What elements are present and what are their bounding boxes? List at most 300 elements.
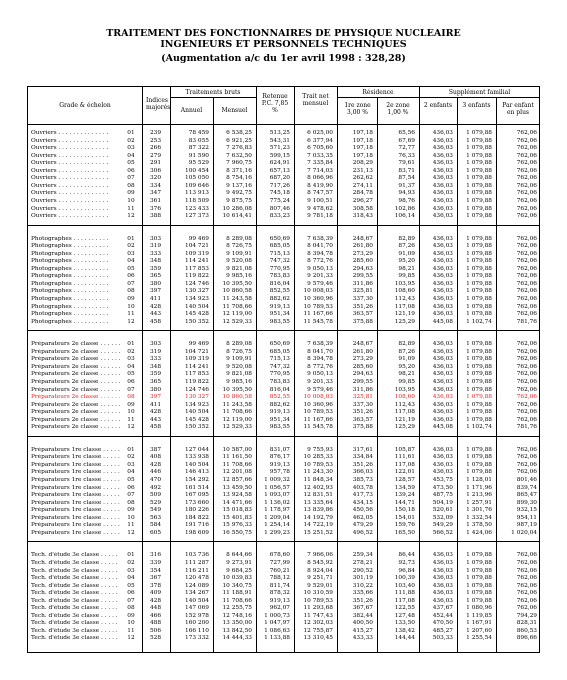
table-row xyxy=(28,409,539,416)
net: 12 302,03 xyxy=(303,620,333,627)
enf2: 436,03 xyxy=(432,394,453,401)
retenue: 685,05 xyxy=(269,243,290,250)
row-label: Préparateurs 1re classe . . . . . xyxy=(31,499,120,506)
mensuel: 11 708,66 xyxy=(222,303,252,310)
annuel: 120 478 xyxy=(185,575,209,582)
zone1: 450,56 xyxy=(352,507,373,514)
enf2: 532,09 xyxy=(432,514,453,521)
enfplus: 762,06 xyxy=(516,552,537,559)
row-label: Préparateurs 1re classe . . . . . xyxy=(31,507,120,514)
indice: 492 xyxy=(149,484,162,491)
net: 7 966,06 xyxy=(307,552,333,559)
zone2: 125,29 xyxy=(394,424,415,431)
annuel: 113 913 xyxy=(185,190,209,197)
mensuel: 6 921,25 xyxy=(226,137,252,144)
retenue: 727,99 xyxy=(269,559,290,566)
mensuel: 9 273,91 xyxy=(226,559,252,566)
enf3: 1 207,60 xyxy=(466,627,492,634)
zone1: 434,15 xyxy=(352,499,373,506)
zone1: 415,27 xyxy=(352,627,373,634)
indice: 365 xyxy=(149,273,162,280)
zone1: 496,52 xyxy=(352,529,373,536)
enfplus: 801,46 xyxy=(516,477,537,483)
enfplus: 762,06 xyxy=(516,386,537,393)
enf2: 520,61 xyxy=(432,507,453,514)
indice: 319 xyxy=(149,348,162,355)
zone2: 159,76 xyxy=(394,522,415,529)
mensuel: 12 857,66 xyxy=(222,477,252,483)
row-echelon: 02 xyxy=(127,243,135,250)
enf2: 436,03 xyxy=(432,454,453,461)
enf3: 1 079,88 xyxy=(466,552,492,559)
zone2: 103,40 xyxy=(394,582,415,589)
table-row xyxy=(28,153,539,160)
row-label: Photographes . . . . . . . . . . xyxy=(31,311,109,318)
enf2: 436,03 xyxy=(432,175,453,182)
annuel: 145 428 xyxy=(185,416,209,423)
row-label: Ouvriers . . . . . . . . . . . . . . xyxy=(31,213,109,220)
table-row xyxy=(28,304,539,311)
indice: 458 xyxy=(149,318,162,325)
annuel: 152 978 xyxy=(185,612,209,619)
retenue: 1 093,07 xyxy=(264,492,290,499)
enfplus: 762,06 xyxy=(516,296,537,302)
row-label: Photographes . . . . . . . . . . xyxy=(31,265,109,272)
enfplus: 762,06 xyxy=(516,469,537,476)
table-row xyxy=(28,356,539,363)
enf2: 436,03 xyxy=(432,265,453,272)
enf2: 436,03 xyxy=(432,243,453,250)
zone2: 91,09 xyxy=(398,356,415,363)
enf3: 1 079,88 xyxy=(466,160,492,167)
enfplus: 762,06 xyxy=(516,197,537,204)
mensuel: 12 748,16 xyxy=(222,612,252,619)
annuel: 130 327 xyxy=(185,288,209,295)
enf3: 1 079,88 xyxy=(466,273,492,280)
retenue: 657,13 xyxy=(269,167,290,174)
table-row xyxy=(28,243,539,250)
enf2: 436,03 xyxy=(432,386,453,393)
enf2: 436,03 xyxy=(432,296,453,302)
mensuel: 9 520,08 xyxy=(226,258,252,265)
mensuel: 10 860,58 xyxy=(222,394,252,401)
enfplus: 781,76 xyxy=(516,318,537,325)
row-echelon: 03 xyxy=(127,250,135,257)
enf3: 1 102,74 xyxy=(466,424,492,431)
enf2: 436,03 xyxy=(432,356,453,363)
row-label: Ouvriers . . . . . . . . . . . . . . xyxy=(31,205,109,212)
zone1: 367,67 xyxy=(352,605,373,612)
retenue: 1 254,14 xyxy=(264,522,290,529)
enf3: 1 079,88 xyxy=(466,356,492,363)
row-echelon: 12 xyxy=(127,213,135,220)
table-row xyxy=(28,183,539,190)
annuel: 78 459 xyxy=(188,130,209,136)
header-enf2: 2 enfants xyxy=(423,102,453,109)
enf2: 436,03 xyxy=(432,235,453,242)
zone2: 122,55 xyxy=(394,605,415,612)
retenue: 685,05 xyxy=(269,348,290,355)
retenue: 745,18 xyxy=(269,190,290,197)
row-echelon: 07 xyxy=(127,386,135,393)
indice: 319 xyxy=(149,243,162,250)
zone2: 106,14 xyxy=(394,213,415,220)
indice: 365 xyxy=(149,378,162,385)
enf3: 1 079,88 xyxy=(466,363,492,370)
retenue: 957,78 xyxy=(269,469,290,476)
mensuel: 11 243,58 xyxy=(222,401,252,408)
retenue: 811,74 xyxy=(269,582,290,589)
zone1: 351,26 xyxy=(352,597,373,604)
net: 7 033,35 xyxy=(307,152,333,159)
annuel: 160 200 xyxy=(185,620,209,627)
enf2: 473,50 xyxy=(432,484,453,491)
zone2: 65,56 xyxy=(398,130,415,136)
retenue: 816,04 xyxy=(269,280,290,287)
row-label: Tech. d'étude 3e classe . . . . . xyxy=(31,620,118,627)
annuel: 140 504 xyxy=(185,303,209,310)
retenue: 1 047,97 xyxy=(264,620,290,627)
row-echelon: 11 xyxy=(127,205,135,212)
enfplus: 762,06 xyxy=(516,590,537,597)
table-row xyxy=(28,620,539,627)
zone1: 366,03 xyxy=(352,469,373,476)
mensuel: 13 924,58 xyxy=(222,492,252,499)
enf3: 1 079,88 xyxy=(466,175,492,182)
row-label: Préparateurs 2e classe . . . . . . xyxy=(31,371,121,378)
enfplus: 762,06 xyxy=(516,182,537,189)
enf2: 436,03 xyxy=(432,137,453,144)
table-row xyxy=(28,628,539,635)
zone2: 111,88 xyxy=(394,590,415,597)
table-row xyxy=(28,371,539,378)
row-echelon: 09 xyxy=(127,296,135,302)
header-mensuel: Mensuel xyxy=(221,107,248,114)
mensuel: 9 875,75 xyxy=(226,197,252,204)
annuel: 150 352 xyxy=(185,424,209,431)
zone1: 311,86 xyxy=(352,386,373,393)
annuel: 134 923 xyxy=(185,296,209,302)
annuel: 180 226 xyxy=(185,507,209,514)
mensuel: 9 985,16 xyxy=(226,273,252,280)
table-row xyxy=(28,462,539,469)
zone2: 95,20 xyxy=(398,363,415,370)
zone1: 308,58 xyxy=(352,205,373,212)
enfplus: 762,06 xyxy=(516,205,537,212)
enf3: 1 079,88 xyxy=(466,205,492,212)
enf2: 436,03 xyxy=(432,363,453,370)
enfplus: 762,06 xyxy=(516,130,537,136)
enf3: 1 079,88 xyxy=(466,575,492,582)
enf2: 566,52 xyxy=(432,529,453,536)
header-retenue: Retenue P.C. 7,85 % xyxy=(261,93,289,114)
annuel: 173 660 xyxy=(185,499,209,506)
enfplus: 762,06 xyxy=(516,303,537,310)
row-echelon: 03 xyxy=(127,145,135,152)
net: 11 848,34 xyxy=(303,477,333,483)
row-echelon: 10 xyxy=(127,620,135,627)
zone2: 99,85 xyxy=(398,378,415,385)
row-label: Tech. d'étude 3e classe . . . . . xyxy=(31,575,118,582)
enf2: 436,03 xyxy=(432,341,453,348)
row-label: Tech. d'étude 3e classe . . . . . xyxy=(31,627,118,634)
net: 14 192,79 xyxy=(303,514,333,521)
enf3: 1 079,88 xyxy=(466,371,492,378)
row-label: Préparateurs 1re classe . . . . . xyxy=(31,529,120,536)
zone2: 133,50 xyxy=(394,620,415,627)
indice: 428 xyxy=(149,409,162,416)
enfplus: 762,06 xyxy=(516,371,537,378)
net: 11 545,78 xyxy=(303,318,333,325)
zone1: 337,30 xyxy=(352,401,373,408)
annuel: 133 938 xyxy=(185,454,209,461)
row-echelon: 05 xyxy=(127,477,135,483)
zone1: 400,50 xyxy=(352,620,373,627)
group-separator xyxy=(28,225,539,226)
row-label: Préparateurs 1re classe . . . . . xyxy=(31,469,120,476)
enfplus: 762,06 xyxy=(516,175,537,182)
row-label: Photographes . . . . . . . . . . xyxy=(31,318,109,325)
net: 8 747,57 xyxy=(307,190,333,197)
mensuel: 9 109,91 xyxy=(226,250,252,257)
enf3: 1 079,88 xyxy=(466,454,492,461)
enf2: 485,27 xyxy=(432,627,453,634)
row-label: Préparateurs 2e classe . . . . . . xyxy=(31,409,121,416)
zone1: 197,18 xyxy=(352,130,373,136)
annuel: 124 746 xyxy=(185,386,209,393)
zone1: 285,60 xyxy=(352,363,373,370)
retenue: 919,13 xyxy=(269,303,290,310)
enf3: 1 079,88 xyxy=(466,296,492,302)
row-label: Préparateurs 1re classe . . . . . xyxy=(31,461,120,468)
row-label: Tech. d'étude 3e classe . . . . . xyxy=(31,567,118,574)
row-echelon: 07 xyxy=(127,280,135,287)
table-row xyxy=(28,598,539,605)
enf2: 436,03 xyxy=(432,160,453,167)
zone1: 433,33 xyxy=(352,635,373,642)
indice: 428 xyxy=(149,597,162,604)
row-echelon: 09 xyxy=(127,612,135,619)
enfplus: 762,06 xyxy=(516,378,537,385)
table-row xyxy=(28,635,539,642)
annuel: 83 055 xyxy=(188,137,209,144)
enf3: 1 167,91 xyxy=(466,620,492,627)
row-label: Préparateurs 1re classe . . . . . xyxy=(31,454,120,461)
row-label: Préparateurs 1re classe . . . . . xyxy=(31,477,120,483)
retenue: 878,32 xyxy=(269,590,290,597)
net: 8 772,76 xyxy=(307,258,333,265)
retenue: 951,34 xyxy=(269,416,290,423)
enfplus: 896,66 xyxy=(516,635,537,642)
indice: 605 xyxy=(149,529,162,536)
enf2: 436,03 xyxy=(432,152,453,159)
annuel: 191 716 xyxy=(185,522,209,529)
row-echelon: 11 xyxy=(127,627,135,634)
zone1: 296,27 xyxy=(352,197,373,204)
annuel: 119 822 xyxy=(185,378,209,385)
row-echelon: 12 xyxy=(127,424,135,431)
indice: 361 xyxy=(149,197,162,204)
enf2: 436,03 xyxy=(432,273,453,280)
row-label: Ouvriers . . . . . . . . . . . . . . xyxy=(31,137,109,144)
enfplus: 762,06 xyxy=(516,235,537,242)
zone1: 317,61 xyxy=(352,446,373,453)
enfplus: 762,06 xyxy=(516,145,537,152)
row-echelon: 12 xyxy=(127,635,135,642)
enf3: 1 079,88 xyxy=(466,235,492,242)
enf3: 1 079,88 xyxy=(466,348,492,355)
zone2: 128,57 xyxy=(394,477,415,483)
indice: 347 xyxy=(149,190,162,197)
net: 8 394,78 xyxy=(307,250,333,257)
mensuel: 15 401,83 xyxy=(222,514,252,521)
enfplus: 781,76 xyxy=(516,424,537,431)
table-row xyxy=(28,206,539,213)
zone1: 261,80 xyxy=(352,243,373,250)
retenue: 919,13 xyxy=(269,461,290,468)
enf2: 436,03 xyxy=(432,378,453,385)
row-label: Ouvriers . . . . . . . . . . . . . . xyxy=(31,197,109,204)
zone1: 351,26 xyxy=(352,303,373,310)
row-label: Photographes . . . . . . . . . . xyxy=(31,280,109,287)
zone2: 117,08 xyxy=(394,303,415,310)
table-row xyxy=(28,296,539,303)
retenue: 783,83 xyxy=(269,273,290,280)
enf2: 453,75 xyxy=(432,477,453,483)
mensuel: 11 243,58 xyxy=(222,296,252,302)
net: 10 310,59 xyxy=(303,590,333,597)
enf2: 445,08 xyxy=(432,424,453,431)
zone1: 310,22 xyxy=(352,582,373,589)
mensuel: 9 821,08 xyxy=(226,371,252,378)
zone2: 150,18 xyxy=(394,507,415,514)
zone1: 273,29 xyxy=(352,356,373,363)
zone1: 299,55 xyxy=(352,378,373,385)
enf3: 1 079,88 xyxy=(466,590,492,597)
enf3: 1 080,96 xyxy=(466,605,492,612)
net: 14 722,19 xyxy=(303,522,333,529)
zone2: 86,44 xyxy=(398,552,415,559)
indice: 303 xyxy=(149,235,162,242)
table-row xyxy=(28,552,539,559)
mensuel: 10 340,75 xyxy=(222,582,252,589)
zone1: 248,67 xyxy=(352,341,373,348)
mensuel: 9 821,08 xyxy=(226,265,252,272)
mensuel: 12 201,08 xyxy=(222,469,252,476)
indice: 388 xyxy=(149,213,162,220)
enf2: 549,29 xyxy=(432,522,453,529)
zone1: 197,18 xyxy=(352,152,373,159)
net: 13 839,86 xyxy=(303,507,333,514)
row-echelon: 03 xyxy=(127,461,135,468)
zone1: 273,29 xyxy=(352,250,373,257)
enf3: 1 079,88 xyxy=(466,152,492,159)
zone2: 76,33 xyxy=(398,152,415,159)
indice: 354 xyxy=(149,567,162,574)
zone2: 112,43 xyxy=(394,296,415,302)
zone1: 259,34 xyxy=(352,552,373,559)
indice: 470 xyxy=(149,477,162,483)
enf2: 487,75 xyxy=(432,492,453,499)
row-echelon: 09 xyxy=(127,401,135,408)
zone1: 462,05 xyxy=(352,514,373,521)
row-echelon: 05 xyxy=(127,582,135,589)
header-supplement: Supplément familial xyxy=(448,89,511,96)
mensuel: 9 492,75 xyxy=(226,190,252,197)
header-indices: Indices majorés xyxy=(146,97,171,111)
enfplus: 762,06 xyxy=(516,567,537,574)
enfplus: 899,30 xyxy=(516,499,537,506)
net: 8 041,70 xyxy=(307,348,333,355)
retenue: 543,31 xyxy=(269,137,290,144)
zone2: 91,37 xyxy=(398,182,415,189)
row-echelon: 06 xyxy=(127,167,135,174)
indice: 266 xyxy=(149,145,162,152)
table-row xyxy=(28,522,539,529)
enf3: 1 079,88 xyxy=(466,416,492,423)
zone1: 382,44 xyxy=(352,612,373,619)
net: 9 781,18 xyxy=(307,213,333,220)
annuel: 150 352 xyxy=(185,318,209,325)
row-label: Préparateurs 2e classe . . . . . . xyxy=(31,341,121,348)
enf2: 436,03 xyxy=(432,590,453,597)
net: 10 008,03 xyxy=(303,288,333,295)
table-row xyxy=(28,530,539,537)
net: 8 772,76 xyxy=(307,363,333,370)
indice: 348 xyxy=(149,363,162,370)
net: 10 789,53 xyxy=(303,597,333,604)
net: 8 924,04 xyxy=(307,567,333,574)
zone2: 98,21 xyxy=(398,265,415,272)
annuel: 161 514 xyxy=(185,484,209,491)
net: 9 579,46 xyxy=(307,280,333,287)
enfplus: 762,06 xyxy=(516,258,537,265)
header-rule xyxy=(419,97,540,98)
enf3: 1 213,96 xyxy=(466,492,492,499)
retenue: 1 299,23 xyxy=(264,529,290,536)
indice: 446 xyxy=(149,469,162,476)
table-row xyxy=(28,190,539,197)
enfplus: 762,06 xyxy=(516,280,537,287)
zone1: 325,81 xyxy=(352,288,373,295)
enfplus: 762,06 xyxy=(516,265,537,272)
zone1: 403,78 xyxy=(352,484,373,491)
mensuel: 13 842,50 xyxy=(222,627,252,634)
row-echelon: 02 xyxy=(127,454,135,461)
zone2: 99,85 xyxy=(398,273,415,280)
retenue: 882,62 xyxy=(269,401,290,408)
row-echelon: 12 xyxy=(127,318,135,325)
enf2: 436,03 xyxy=(432,575,453,582)
enf3: 1 079,88 xyxy=(466,311,492,318)
net: 9 050,13 xyxy=(307,371,333,378)
zone2: 98,76 xyxy=(398,197,415,204)
indice: 339 xyxy=(149,559,162,566)
annuel: 127 044 xyxy=(185,446,209,453)
enf3: 1 079,88 xyxy=(466,394,492,401)
zone2: 108,60 xyxy=(394,288,415,295)
annuel: 146 413 xyxy=(185,469,209,476)
enf3: 1 079,88 xyxy=(466,567,492,574)
row-label: Préparateurs 2e classe . . . . . . xyxy=(31,416,121,423)
net: 11 293,68 xyxy=(303,605,333,612)
enfplus: 762,06 xyxy=(516,288,537,295)
row-echelon: 11 xyxy=(127,416,135,423)
header-annuel: Annuel xyxy=(180,107,203,114)
net: 9 100,51 xyxy=(307,197,333,204)
group-separator xyxy=(28,541,539,542)
row-echelon: 10 xyxy=(127,303,135,310)
